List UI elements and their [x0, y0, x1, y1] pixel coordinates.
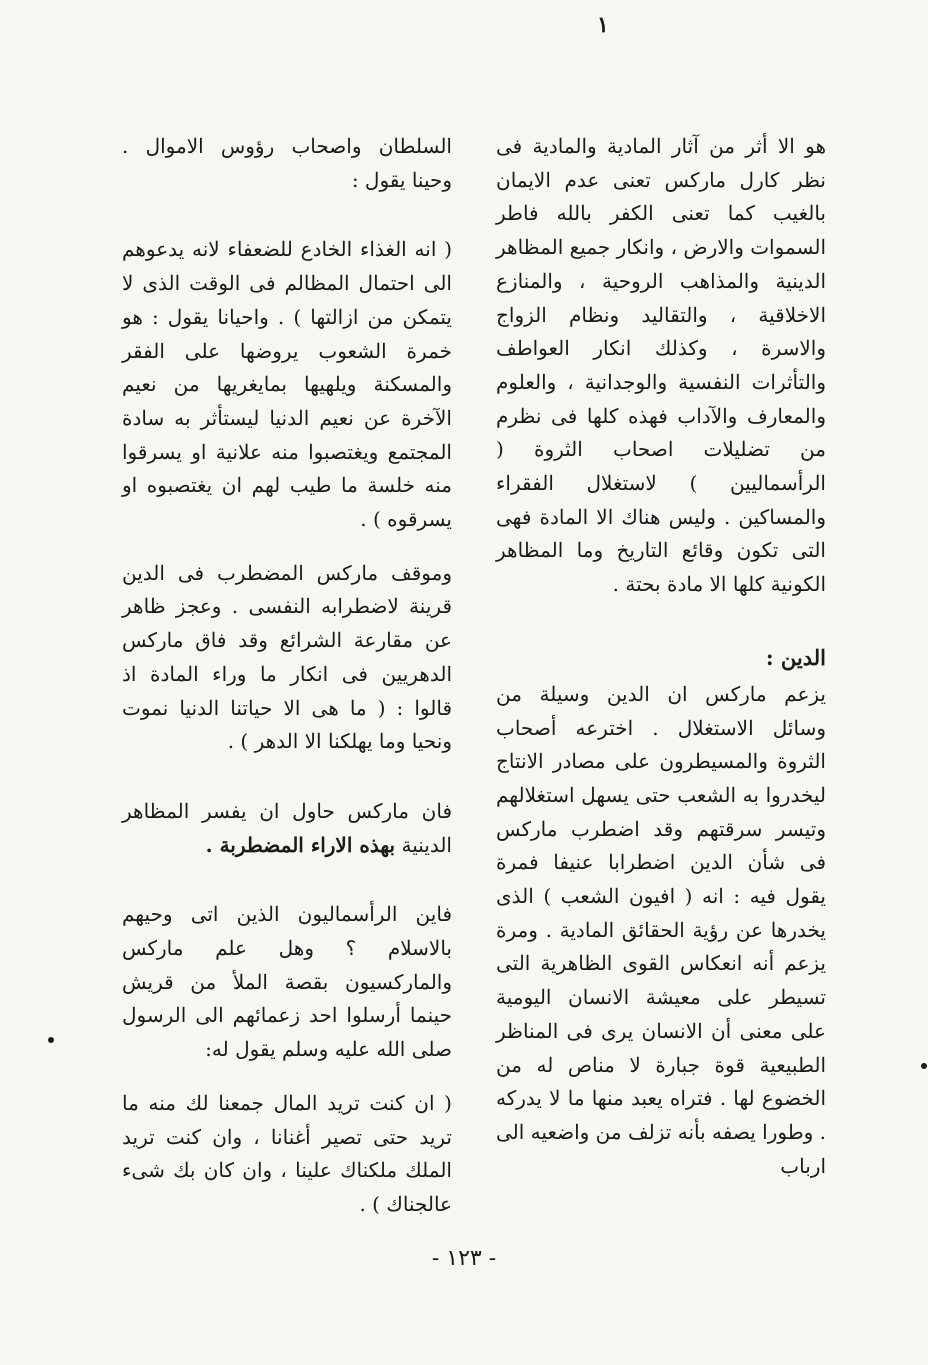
left-paragraph-4	[122, 795, 452, 862]
spacer	[122, 197, 452, 233]
left-column	[122, 130, 452, 1222]
right-paragraph-2: يزعم ماركس ان الدين وسيلة من وسائل الاستغلال . اخترعه أصحاب الثروة والمسيطرون على مصادر الانتاج ليخدروا به الشعب حتى يسهل استغلالهم وتيسر سرقتهم وقد اضطرب ماركس فى شأن الدين اضطرابا عنيفا فمرة يقول فيه : انه ( افيون الشعب ) الذى يخدرها عن رؤية الحقائق المادية . ومرة يزعم أنه انعكاس القوى الظاهرية التى تسيطر على معيشة الانسان اليومية على معنى أن الانسان يرى فى المناظر الطبيعية قوة جبارة لا مناص له من الخضوع لها . فتراه يعبد منها ما لا يدركه . وطورا يصفه بأنه تزلف من واضعيه الى ارباب	[496, 681, 826, 1178]
spacer	[122, 759, 452, 795]
left-paragraph-5: فاين الرأسماليون الذين اتى وحيهم بالاسلام ؟ وهل علم ماركس والماركسيون بقصة الملأ من قريش حينما أرسلوا احد زعمائهم الى الرسول صلى الله عليه وسلم يقول له:	[122, 902, 452, 1062]
left-paragraph-2-quote: ( انه الغذاء الخادع للضعفاء لانه يدعوهم الى احتمال المظالم فى الوقت الذى لا يتمكن من ازالتها ) . واحيانا يقول : هو خمرة الشعوب يروضها على الفقر والمسكنة ويلهيها بمايغريها من نعيم الآخرة عن نعيم الدنيا ليستأثر به سادة المجتمع ويغتصبوا منه علانية او يسرقوا منه خلسة ما طيب لهم ان يغتصبوه او يسرقوه ) .	[122, 237, 452, 532]
left-paragraph-4-bold: بهذه الاراء المضطربة .	[205, 832, 396, 857]
spacer	[496, 602, 826, 638]
left-paragraph-4-text: فان ماركس حاول ان يفسر المظاهر الدينية	[122, 798, 452, 857]
right-paragraph-1: هو الا أثر من آثار المادية والمادية فى نظر كارل ماركس تعنى عدم الايمان بالغيب كما تعنى الكفر بالله فاطر السموات والارض ، وانكار جميع المظاهر الدينية والمذاهب الروحية ، والمنازع الاخلاقية ، والتقاليد ونظام الزواج والاسرة ، وكذلك انكار العواطف والتأثرات النفسية والوجدانية ، والعلوم والمعارف والآداب فهذه كلها فى نظرم من تضليلات اصحاب الثروة ( الرأسماليين ) لاستغلال الفقراء والمساكين . وليس هناك الا المادة فهى التى تكون وقائع التاريخ وما المظاهر الكونية كلها الا مادة بحتة .	[496, 134, 826, 597]
left-paragraph-1: السلطان واصحاب رؤوس الاموال . وحينا يقول :	[122, 134, 452, 192]
top-mark: ١	[597, 12, 609, 38]
page-number: - ١٢٣ -	[431, 1246, 497, 1271]
margin-speck	[48, 1037, 54, 1043]
margin-speck	[921, 1063, 927, 1069]
right-column	[496, 130, 826, 1183]
spacer	[122, 1067, 452, 1087]
spacer	[122, 537, 452, 557]
section-heading-religion: الدين :	[765, 644, 826, 670]
left-paragraph-6-quote: ( ان كنت تريد المال جمعنا لك منه ما تريد حتى تصير أغنانا ، وان كنت تريد الملك ملكناك علينا ، وان كان بك شىء عالجناك ) .	[122, 1090, 452, 1216]
left-paragraph-3: وموقف ماركس المضطرب فى الدين قرينة لاضطرابه النفسى . وعجز ظاهر عن مقارعة الشرائع وقد فاق ماركس الدهريين فى انكار ما وراء المادة اذ قالوا : ( ما هى الا حياتنا الدنيا نموت ونحيا وما يهلكنا الا الدهر ) .	[122, 560, 452, 754]
spacer	[122, 862, 452, 898]
